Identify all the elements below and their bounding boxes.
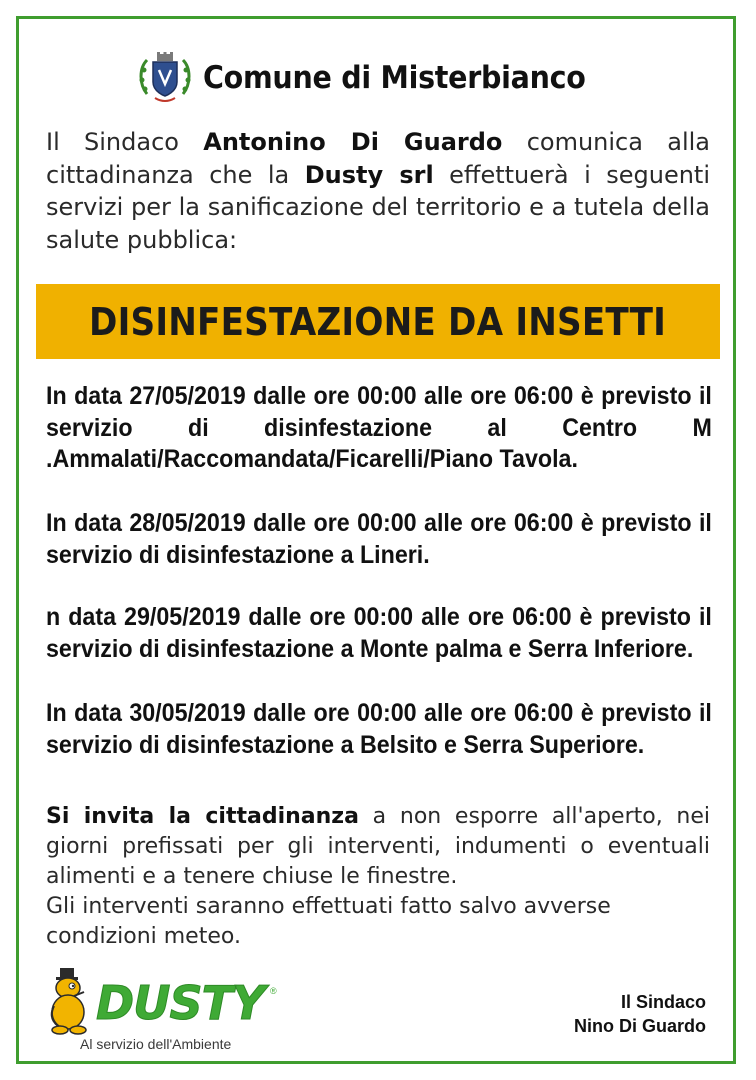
mayor-name: Antonino Di Guardo	[203, 128, 503, 156]
signature-block	[574, 990, 706, 1038]
service-item-3: n data 29/05/2019 dalle ore 00:00 alle ore 06:00 è previsto il servizio di disinfestazione a Monte palma e Serra Inferiore.	[46, 603, 712, 663]
logo-tagline: Al servizio dell'Ambiente	[80, 1036, 232, 1052]
header	[0, 50, 756, 106]
service-banner	[36, 284, 720, 359]
banner-title: DISINFESTAZIONE DA INSETTI	[89, 299, 667, 344]
intro-text-2: comunica alla cittadinanza che la	[46, 128, 710, 189]
notice-text: a non esporre all'aperto, nei giorni prefissati per gli interventi, indumenti o eventuali alimenti e a tenere chiuse le finestre.	[46, 804, 710, 889]
coat-of-arms-icon	[137, 50, 193, 106]
intro-text-3: effettuerà i seguenti servizi per la sanificazione del territorio e a tutela della salute pubblica:	[46, 160, 710, 254]
notice-weather-line: Gli interventi saranno effettuati fatto salvo avverse condizioni meteo.	[46, 894, 611, 949]
notice-paragraph	[46, 802, 710, 952]
signature-name: Nino Di Guardo	[574, 1016, 706, 1036]
company-name: Dusty srl	[304, 160, 434, 189]
signature-role: Il Sindaco	[620, 992, 706, 1012]
dusty-mascot-icon	[44, 966, 104, 1038]
dusty-wordmark: DUSTY	[96, 976, 265, 1030]
intro-paragraph	[46, 126, 710, 256]
municipality-title: Comune di Misterbianco	[203, 60, 586, 96]
intro-text-1: Il Sindaco	[46, 128, 204, 156]
dusty-logo	[44, 966, 284, 1056]
service-item-1: In data 27/05/2019 dalle ore 00:00 alle ore 06:00 è previsto il servizio di disinfestazione al Centro M .Ammalati/Raccomandata/Ficarelli/Piano Tavola.	[46, 382, 712, 473]
registered-mark: ®	[270, 986, 277, 996]
notice-bold-lead: Si invita la cittadinanza	[46, 804, 359, 829]
service-item-2: In data 28/05/2019 dalle ore 00:00 alle ore 06:00 è previsto il servizio di disinfestazione a Lineri.	[46, 509, 712, 569]
service-item-4: In data 30/05/2019 dalle ore 00:00 alle ore 06:00 è previsto il servizio di disinfestazione a Belsito e Serra Superiore.	[46, 699, 712, 759]
